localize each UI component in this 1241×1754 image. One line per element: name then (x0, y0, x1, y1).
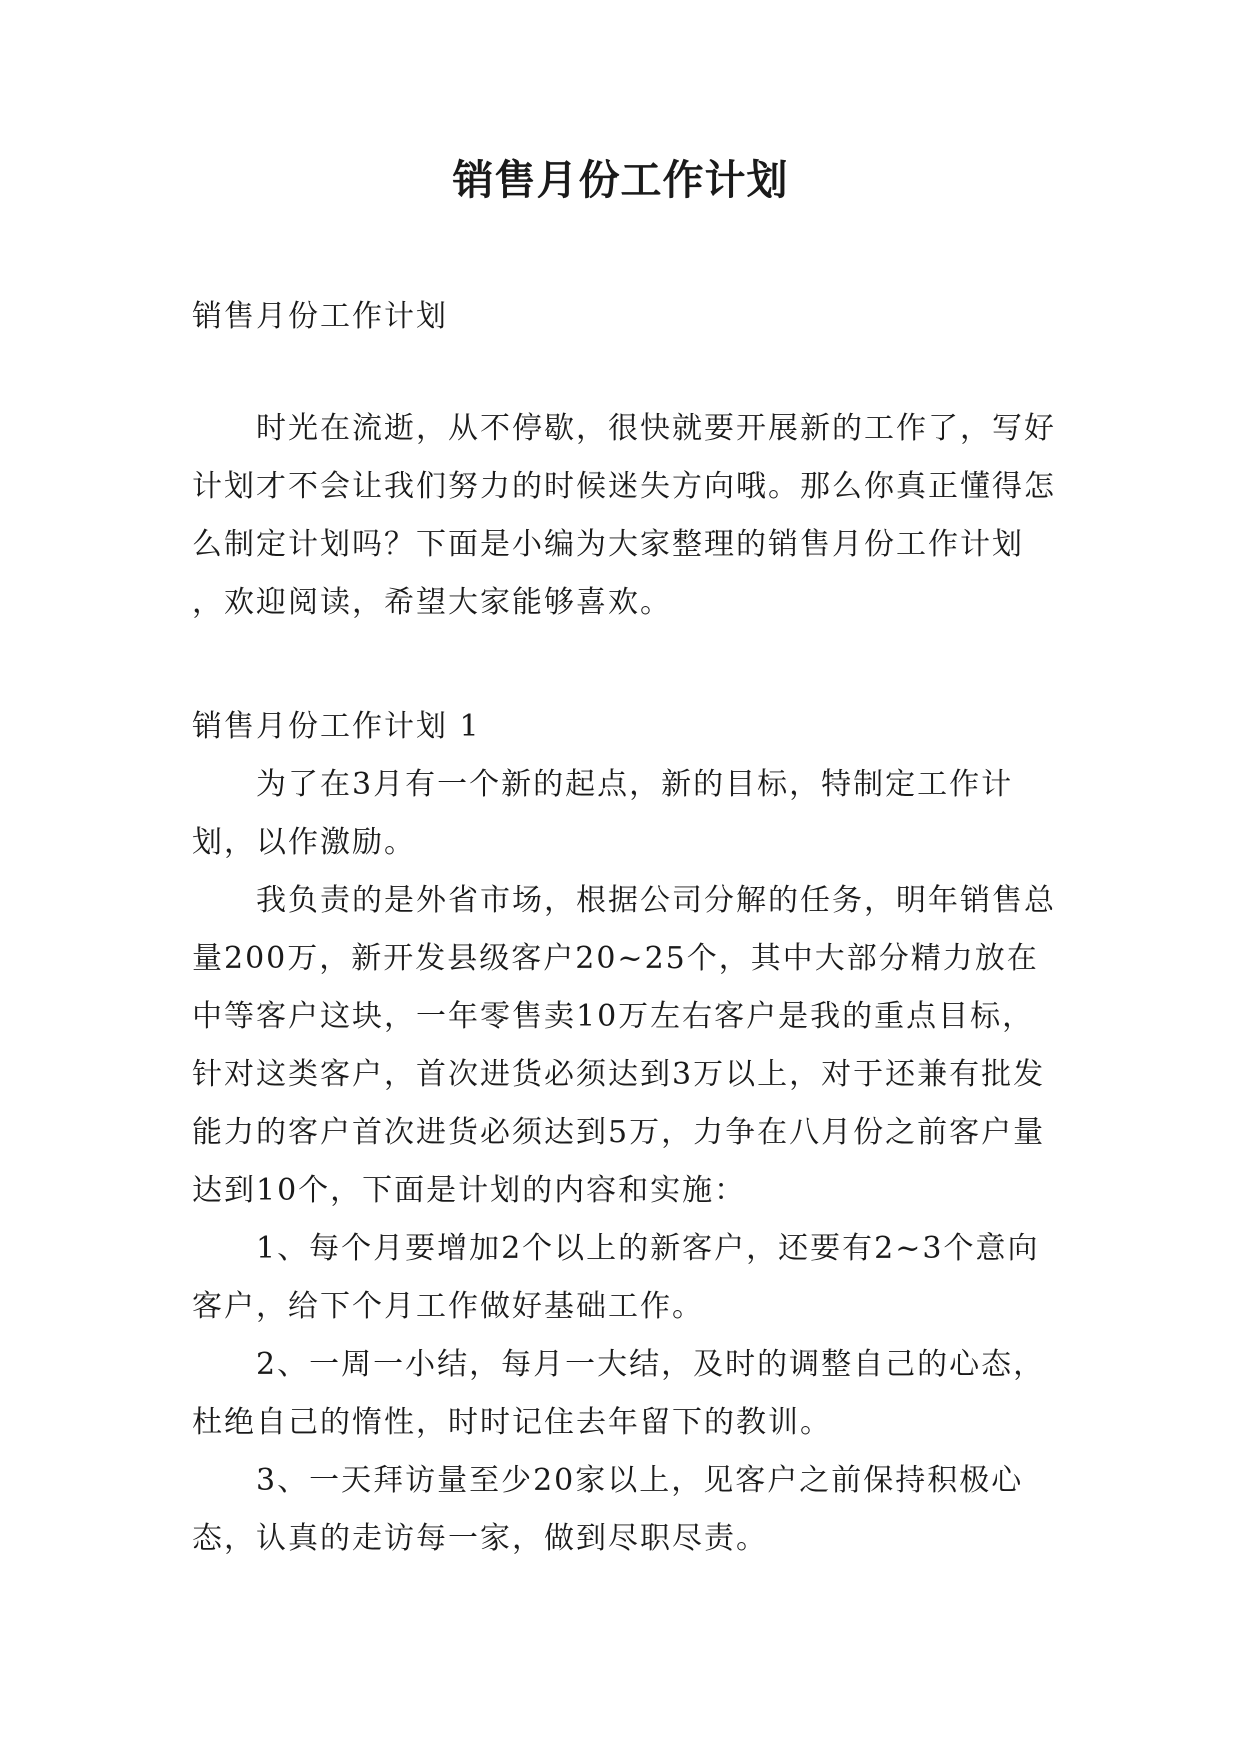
body-paragraph: 1、每个月要增加2个以上的新客户，还要有2~3个意向客户，给下个月工作做好基础工作。 (192, 1231, 1040, 1324)
body-paragraph: 2、一周一小结，每月一大结，及时的调整自己的心态，杜绝自己的惰性，时时记住去年留下的教训。 (192, 1347, 1046, 1440)
body-paragraph: 我负责的是外省市场，根据公司分解的任务，明年销售总量200万，新开发县级客户20~25个，其中大部分精力放在中等客户这块，一年零售卖10万左右客户是我的重点目标，针对这类客户，首次进货必须达到3万以上，对于还兼有批发能力的客户首次进货必须达到5万，力争在八月份之前客户量达到10个，下面是计划的内容和实施： (192, 883, 1056, 1208)
document-title: 销售月份工作计划 (452, 156, 789, 204)
document-subtitle: 销售月份工作计划 (192, 299, 448, 334)
section-body (192, 756, 1062, 1568)
intro-paragraph: 时光在流逝，从不停歇，很快就要开展新的工作了，写好计划才不会让我们努力的时候迷失方向哦。那么你真正懂得怎么制定计划吗？下面是小编为大家整理的销售月份工作计划 ，欢迎阅读，希望大家能够喜欢。 (192, 411, 1056, 620)
section-heading: 销售月份工作计划 1 (192, 709, 481, 744)
body-paragraph: 为了在3月有一个新的起点，新的目标，特制定工作计划，以作激励。 (192, 767, 1014, 860)
body-paragraph: 3、一天拜访量至少20家以上，见客户之前保持积极心态，认真的走访每一家，做到尽职尽责。 (192, 1463, 1024, 1556)
